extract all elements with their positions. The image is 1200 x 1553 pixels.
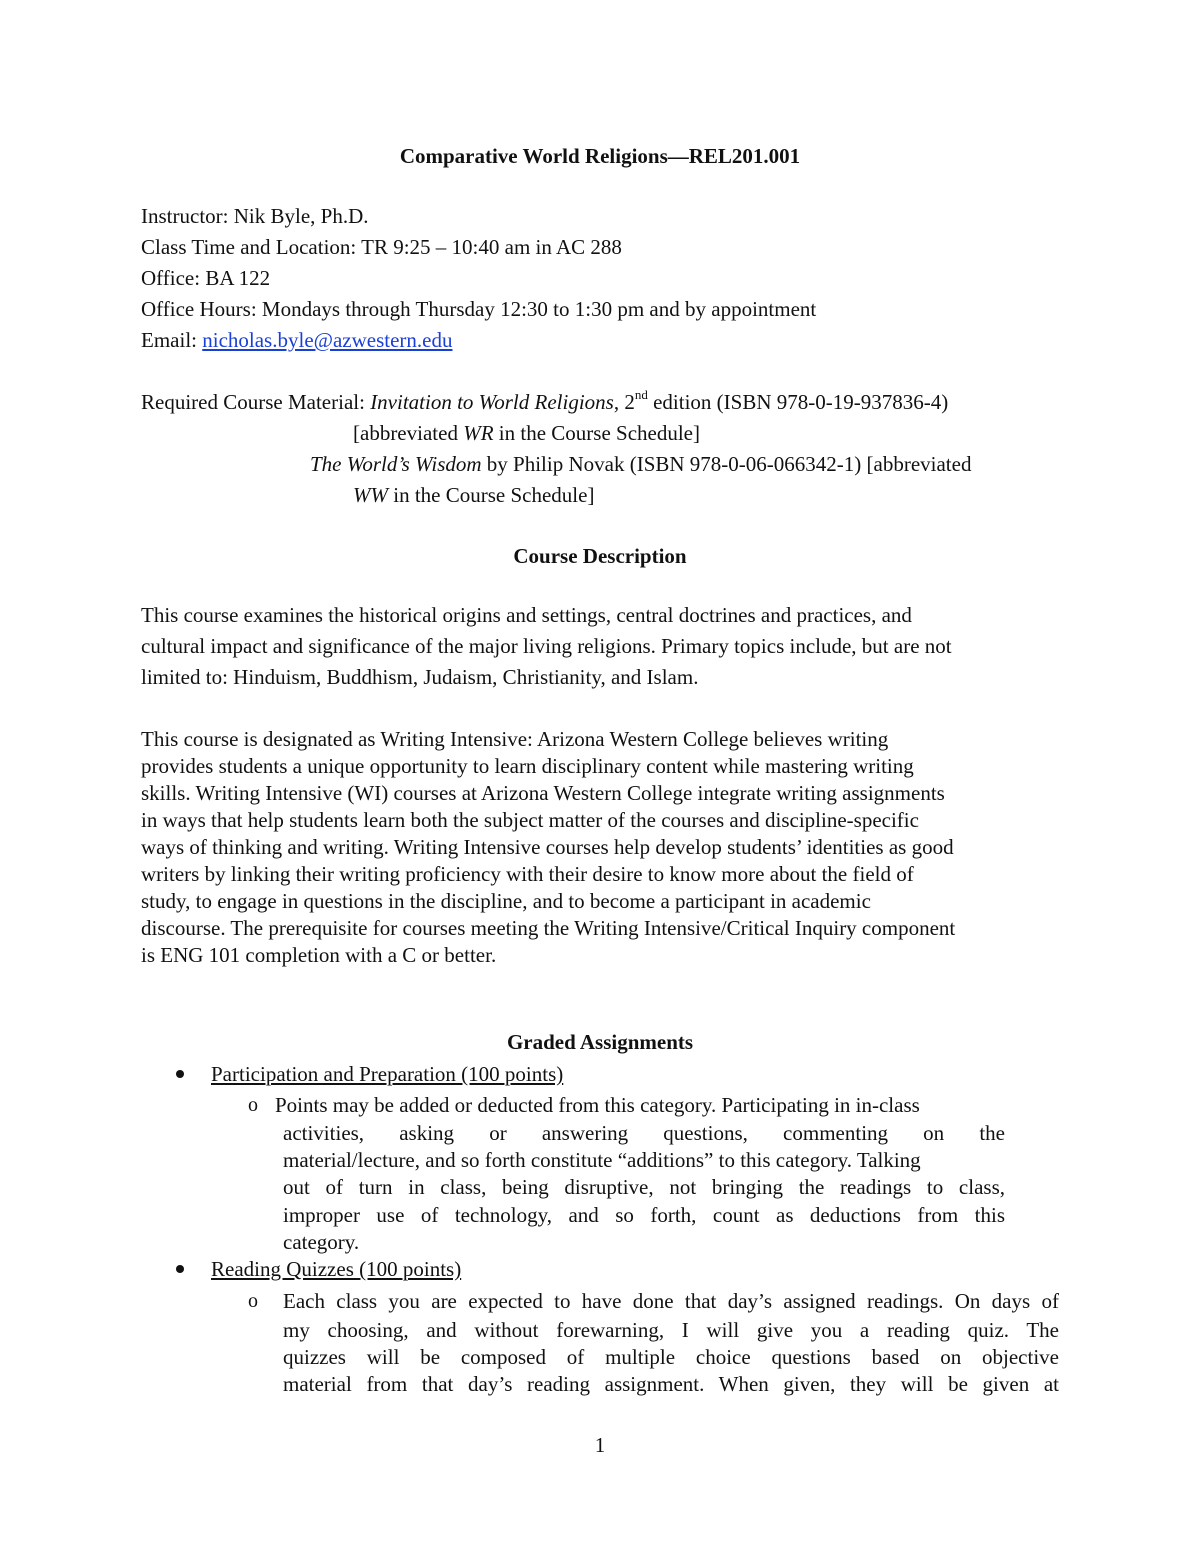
sub-bullet-icon: o [248, 1290, 258, 1312]
graded-assignments-heading: Graded Assignments [506, 1030, 694, 1054]
description-p2-line: This course is designated as Writing Intensive: Arizona Western College believes writing [141, 727, 889, 751]
book1-note-post: in the Course Schedule] [493, 421, 700, 445]
assignment-detail-line: category. [283, 1230, 360, 1254]
class-time-line: Class Time and Location: TR 9:25 – 10:40 am in AC 288 [141, 235, 622, 259]
assignment-detail-line: material/lecture, and so forth constitute “additions” to this category. Talking [283, 1148, 921, 1172]
sub-bullet-icon: o [248, 1094, 258, 1116]
assignment-detail-line: quizzes will be composed of multiple choice questions based on objective [283, 1345, 1059, 1369]
book2-isbn: by Philip Novak (ISBN 978-0-06-066342-1) [abbreviated [481, 452, 972, 476]
book1-note-pre: [abbreviated [353, 421, 464, 445]
email-line [141, 327, 453, 354]
book2-note-abbr: WW [353, 483, 388, 507]
assignment-detail-line: my choosing, and without forewarning, I will give you a reading quiz. The [283, 1318, 1059, 1342]
assignment-label: Participation and Preparation (100 points) [211, 1062, 564, 1086]
assignment-detail-line: out of turn in class, being disruptive, not bringing the readings to class, [283, 1175, 1005, 1199]
materials-label: Required Course Material: [141, 390, 371, 414]
book1-title: Invitation to World Religions [370, 390, 614, 414]
description-p2-line: provides students a unique opportunity to learn disciplinary content while mastering writing [141, 754, 914, 778]
description-p2-line: discourse. The prerequisite for courses meeting the Writing Intensive/Critical Inquiry component [141, 916, 956, 940]
bullet-icon [176, 1265, 184, 1273]
book1-isbn: edition (ISBN 978-0-19-937836-4) [647, 390, 949, 414]
bullet-icon [176, 1070, 184, 1078]
book2-title: The World’s Wisdom [310, 452, 482, 476]
course-description-heading: Course Description [513, 544, 687, 568]
book1-edition: , 2 [613, 390, 635, 414]
office-line: Office: BA 122 [141, 266, 271, 290]
instructor-line: Instructor: Nik Byle, Ph.D. [141, 204, 369, 228]
book1-edition-sup: nd [634, 387, 648, 402]
assignment-detail-line: improper use of technology, and so forth, count as deductions from this [283, 1203, 1005, 1227]
book1-note-abbr: WR [463, 421, 494, 445]
email-label: Email: [141, 328, 203, 352]
book2-note-post: in the Course Schedule] [388, 483, 595, 507]
assignment-detail-line: Points may be added or deducted from this category. Participating in in-class [275, 1093, 920, 1117]
assignment-detail-line: material from that day’s reading assignment. When given, they will be given at [283, 1372, 1059, 1396]
office-hours-line: Office Hours: Mondays through Thursday 12:30 to 1:30 pm and by appointment [141, 297, 817, 321]
assignment-detail-line: Each class you are expected to have done that day’s assigned readings. On days of [283, 1289, 1059, 1313]
materials-line-1 [141, 389, 948, 416]
materials-line-2 [353, 420, 700, 447]
assignment-label: Reading Quizzes (100 points) [211, 1257, 462, 1281]
materials-line-3 [310, 451, 971, 478]
description-p2-line: in ways that help students learn both the subject matter of the courses and discipline-specific [141, 808, 919, 832]
page-number: 1 [594, 1433, 606, 1457]
description-p1-line: limited to: Hinduism, Buddhism, Judaism, Christianity, and Islam. [141, 665, 699, 689]
email-link[interactable]: nicholas.byle@azwestern.edu [202, 328, 453, 352]
description-p1-line: This course examines the historical origins and settings, central doctrines and practices, and [141, 603, 912, 627]
description-p1-line: cultural impact and significance of the major living religions. Primary topics include, but are not [141, 634, 952, 658]
description-p2-line: study, to engage in questions in the discipline, and to become a participant in academic [141, 889, 871, 913]
materials-line-4 [353, 482, 594, 509]
assignment-detail-line: activities, asking or answering questions, commenting on the [283, 1121, 1005, 1145]
description-p2-line: ways of thinking and writing. Writing Intensive courses help develop students’ identities as good [141, 835, 954, 859]
description-p2-line: writers by linking their writing proficiency with their desire to know more about the field of [141, 862, 914, 886]
description-p2-line: is ENG 101 completion with a C or better. [141, 943, 497, 967]
document-title: Comparative World Religions—REL201.001 [399, 144, 801, 168]
description-p2-line: skills. Writing Intensive (WI) courses at Arizona Western College integrate writing assignments [141, 781, 945, 805]
